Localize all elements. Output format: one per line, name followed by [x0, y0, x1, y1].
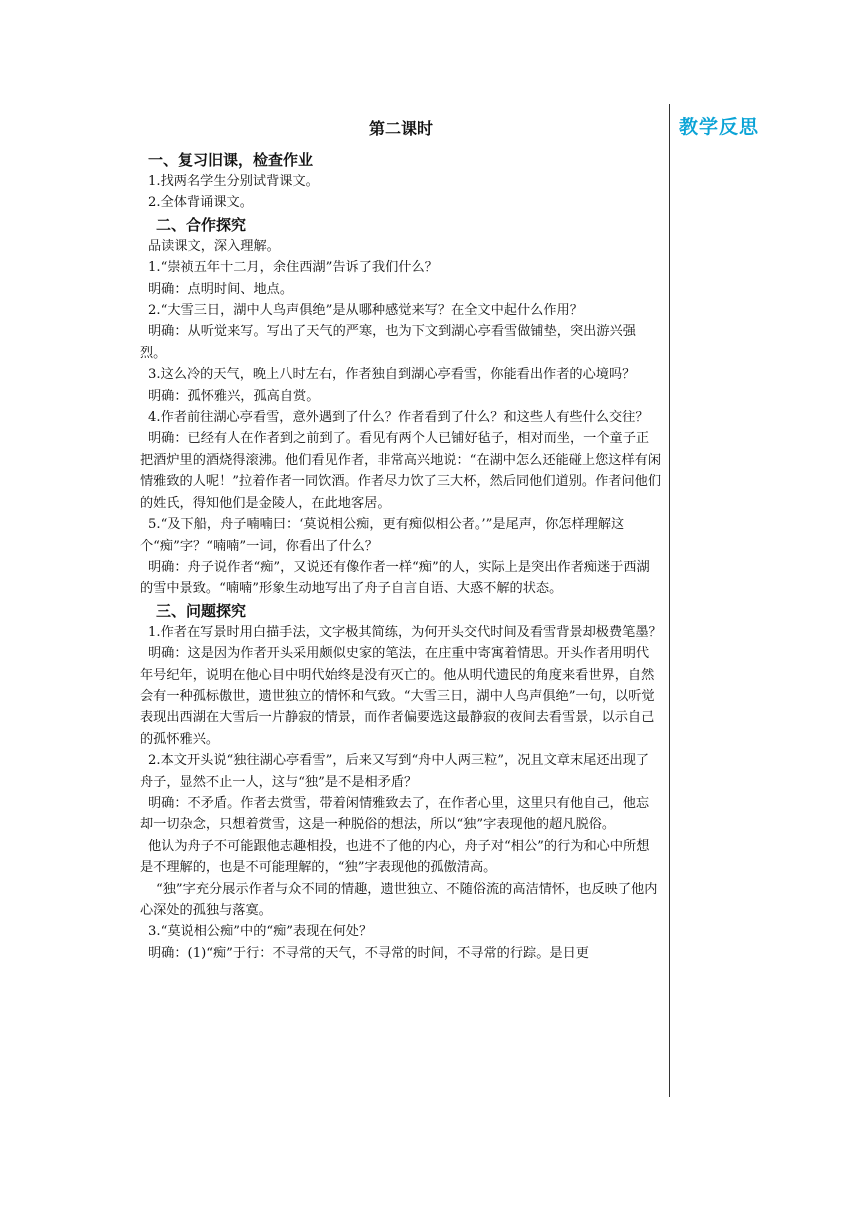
teaching-reflection-heading: 教学反思: [679, 116, 760, 138]
lesson-content: [140, 116, 662, 964]
question: 2.本文开头说“独往湖心亭看雪”，后来又写到“舟中人两三粒”，况且文章末尾还出现了舟子，显然不止一人，这与“独”是不是相矛盾？: [140, 753, 650, 790]
question: 5.“及下船，舟子喃喃曰：‘莫说相公痴，更有痴似相公者。’”是尾声，你怎样理解这个“痴”字？“喃喃”一词，你看出了什么？: [140, 517, 625, 554]
question: 2.“大雪三日，湖中人鸟声俱绝”是从哪种感觉来写？在全文中起什么作用？: [148, 303, 583, 319]
answer: 明确：点明时间、地点。: [148, 281, 294, 297]
paragraph: 他认为舟子不可能跟他志趣相投，也进不了他的内心，舟子对“相公”的行为和心中所想是不理解的，也是不可能理解的，“独”字表现他的孤傲清高。: [140, 838, 650, 876]
section-heading-problem: 三、问题探究: [156, 601, 247, 620]
question: 1.作者在写景时用白描手法，文字极其简练，为何开头交代时间及看雪背景却极费笔墨？: [148, 624, 662, 640]
answer: 明确：从听觉来写。写出了天气的严寒，也为下文到湖心亭看雪做铺垫，突出游兴强烈。: [140, 324, 636, 361]
question: 3.“莫说相公痴”中的“痴”表现在何处？: [148, 924, 373, 940]
answer: 明确：(1)“痴”于行：不寻常的天气，不寻常的时间，不寻常的行踪。是日更: [148, 945, 589, 961]
question: 3.这么冷的天气，晚上八时左右，作者独自到湖心亭看雪，你能看出作者的心境吗？: [148, 367, 636, 383]
paragraph: 品读课文，深入理解。: [148, 238, 280, 254]
answer: 明确：舟子说作者“痴”，又说还有像作者一样“痴”的人，实际上是突出作者痴迷于西湖的雪中景致。“喃喃”形象生动地写出了舟子自言自语、大惑不解的状态。: [140, 559, 650, 597]
answer: 明确：不矛盾。作者去赏雪，带着闲情雅致去了，在作者心里，这里只有他自己，他忘却一切杂念，只想着赏雪，这是一种脱俗的想法，所以“独”字表现他的超凡脱俗。: [140, 795, 650, 833]
question: 4.作者前往湖心亭看雪，意外遇到了什么？作者看到了什么？和这些人有些什么交往？: [148, 410, 649, 426]
paragraph: 1.找两名学生分别试背课文。: [148, 174, 319, 189]
question: 1.“崇祯五年十二月，余住西湖”告诉了我们什么？: [148, 260, 438, 276]
answer: 明确：这是因为作者开头采用颇似史家的笔法，在庄重中寄寓着情思。开头作者用明代年号纪年，说明在他心目中明代始终是没有灭亡的。他从明代遗民的角度来看世界，自然会有一种孤标傲世，遗世独立的情怀和气致。“大雪三日，湖中人鸟声俱绝”一句，以听觉表现出西湖在大雪后一片静寂的情景，而作者偏要选这最静寂的夜间去看雪景，以示自己的孤怀雅兴。: [140, 646, 655, 747]
answer: 明确：已经有人在作者到之前到了。看见有两个人已铺好毡子，相对而坐，一个童子正把酒炉里的酒烧得滚沸。他们看见作者，非常高兴地说：“在湖中怎么还能碰上您这样有闲情雅致的人呢！”拉着作者一同饮酒。作者尽力饮了三大杯，然后同他们道别。作者问他们的姓氏，得知他们是金陵人，在此地客居。: [140, 431, 662, 511]
section-heading-explore: 二、合作探究: [156, 215, 247, 234]
column-divider: [669, 104, 670, 1097]
section-heading-review: 一、复习旧课，检查作业: [148, 151, 314, 169]
answer: 明确：孤怀雅兴，孤高自赏。: [148, 388, 320, 404]
paragraph: 2.全体背诵课文。: [148, 195, 253, 211]
lesson-title: 第二课时: [368, 119, 433, 138]
paragraph: “独”字充分展示作者与众不同的情趣，遗世独立、不随俗流的高洁情怀，也反映了他内心深处的孤独与落寞。: [140, 881, 658, 918]
